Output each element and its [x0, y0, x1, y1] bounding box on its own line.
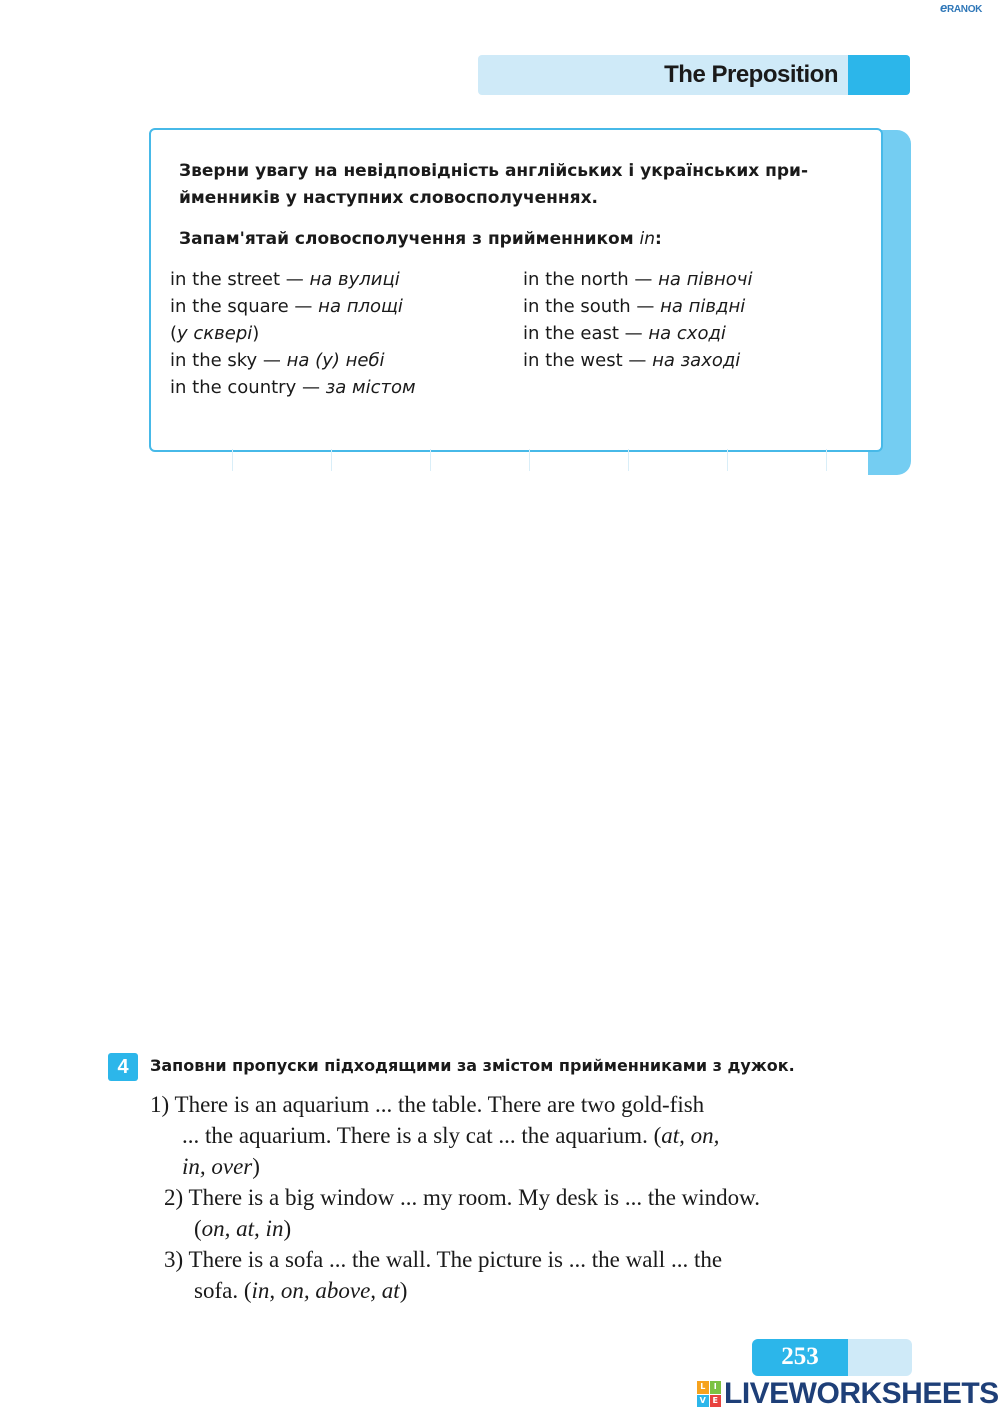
- liveworksheets-text: LIVEWORKSHEETS: [724, 1377, 999, 1410]
- exercise-1-line-1: 1) There is an aquarium ... the table. There are two gold-fish: [150, 1092, 705, 1117]
- exercise-3-line-1: 3) There is a sofa ... the wall. The picture is ... the wall ... the: [164, 1247, 723, 1272]
- phrases-right-column: [523, 266, 853, 374]
- logo-prefix: e: [940, 0, 947, 15]
- task-number-badge: 4: [108, 1053, 138, 1081]
- remember-prefix: Запам'ятай словосполучення з прийменником: [179, 229, 640, 249]
- phrase-item: in the north — на півночі: [523, 269, 753, 290]
- header-tab: [848, 55, 910, 95]
- divider: [826, 449, 827, 471]
- logo-name: RANOK: [946, 4, 983, 15]
- exercise-1-line-3: in, over): [182, 1154, 260, 1179]
- header-bar: [478, 55, 910, 95]
- remember-word: in: [639, 229, 656, 249]
- rule-box: [149, 128, 883, 452]
- task-instructions: Заповни пропуски підходящими за змістом прийменниками з дужок.: [150, 1056, 795, 1075]
- exercise-2-line-2: (on, at, in): [194, 1216, 292, 1241]
- phrase-item: in the square — на площі: [170, 296, 403, 317]
- divider: [628, 449, 629, 471]
- divider: [331, 449, 332, 471]
- divider: [232, 449, 233, 471]
- exercise-1-line-2: ... the aquarium. There is a sly cat ... the aquarium. (at, on,: [182, 1123, 720, 1148]
- phrase-item: in the country — за містом: [170, 377, 416, 398]
- divider: [430, 449, 431, 471]
- phrase-item: in the west — на заході: [523, 350, 741, 371]
- rule-intro: Зверни увагу на невідповідність англійських і українських при-йменників у наступних словосполученнях.: [179, 161, 809, 208]
- phrase-item: in the street — на вулиці: [170, 269, 400, 290]
- exercise-3-line-2: sofa. (in, on, above, at): [194, 1278, 408, 1303]
- page-number: 253: [781, 1343, 819, 1370]
- phrase-item: in the south — на півдні: [523, 296, 746, 317]
- rule-remember: [179, 229, 662, 249]
- liveworksheets-watermark: [697, 1378, 999, 1410]
- phrase-item: in the sky — на (у) небі: [170, 350, 385, 371]
- publisher-logo: [940, 0, 982, 15]
- liveworksheets-icon: L I V E: [697, 1381, 721, 1407]
- phrases-left-column: [170, 266, 510, 401]
- page-number-bar: [752, 1339, 912, 1376]
- exercise-2-line-1: 2) There is a big window ... my room. My desk is ... the window.: [164, 1185, 761, 1210]
- divider: [529, 449, 530, 471]
- remember-suffix: :: [655, 229, 662, 249]
- divider: [727, 449, 728, 471]
- page-title: The Preposition: [664, 61, 838, 88]
- phrase-item: in the east — на сході: [523, 323, 726, 344]
- phrase-item: (у сквері): [170, 323, 260, 344]
